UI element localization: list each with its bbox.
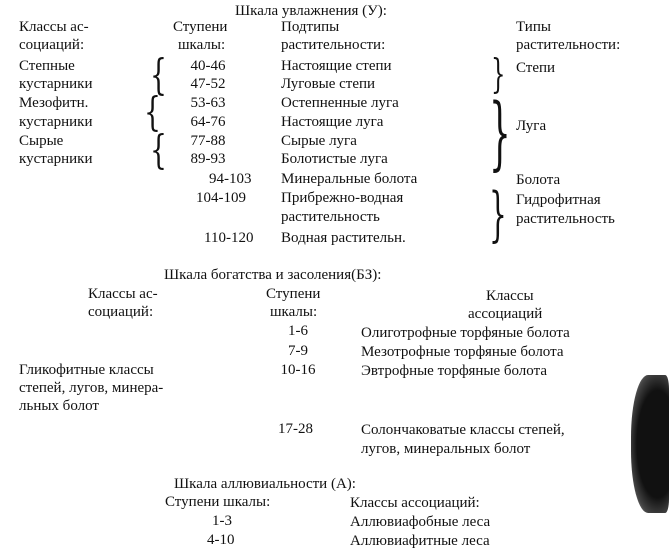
glycophytic-classes-line3: льных болот xyxy=(19,398,99,414)
left-brace-steppe: { xyxy=(150,50,167,100)
humidity-step-row-1: 40-46 xyxy=(190,58,226,74)
assoc-class-steppe-2: кустарники xyxy=(19,76,93,92)
alluvial-class-row-2: Аллювиафитные леса xyxy=(350,533,490,549)
humidity-step-row-4: 64-76 xyxy=(190,114,226,130)
assoc-class-meso-2: кустарники xyxy=(19,114,93,130)
alluvial-steps-header: Ступени шкалы: xyxy=(165,494,271,510)
subtype-row-8: Прибрежно-водная xyxy=(281,190,404,206)
right-brace-meadows: } xyxy=(489,85,511,180)
type-steppes: Степи xyxy=(516,60,556,76)
richness-class-row-3: Эвтрофные торфяные болота xyxy=(361,363,547,379)
humidity-step-row-10: 110-120 xyxy=(204,230,254,246)
richness-class-row-2: Мезотрофные торфяные болота xyxy=(361,344,564,360)
left-brace-wet: { xyxy=(150,126,167,174)
humidity-types-header-line1: Типы xyxy=(516,19,551,35)
richness-assoc-header-line2: социаций: xyxy=(88,304,154,320)
richness-title: Шкала богатства и засоления(БЗ): xyxy=(164,267,382,283)
alluvial-title: Шкала аллювиальности (А): xyxy=(174,476,356,492)
saline-classes-line1: Солончаковатые классы степей, xyxy=(361,422,565,438)
saline-classes-line2: лугов, минеральных болот xyxy=(361,441,531,457)
scan-ink-blot xyxy=(631,375,669,513)
subtype-row-1: Настоящие степи xyxy=(281,58,392,74)
type-meadows: Луга xyxy=(516,118,547,134)
glycophytic-classes-line1: Гликофитные классы xyxy=(19,362,154,378)
subtype-row-7: Минеральные болота xyxy=(281,171,418,187)
humidity-steps-header-line2: шкалы: xyxy=(178,37,226,53)
richness-step-row-1: 1-6 xyxy=(288,323,308,339)
humidity-step-row-3: 53-63 xyxy=(190,95,226,111)
subtype-row-10: Водная растительн. xyxy=(281,230,406,246)
humidity-assoc-header-line2: социаций: xyxy=(19,37,85,53)
alluvial-step-row-2: 4-10 xyxy=(207,532,235,548)
subtype-row-6: Болотистые луга xyxy=(281,151,388,167)
left-brace-meso: { xyxy=(144,88,161,136)
richness-step-row-3: 10-16 xyxy=(280,362,316,378)
richness-classes-header-line1: Классы xyxy=(486,288,534,304)
humidity-step-row-7: 94-103 xyxy=(209,171,252,187)
humidity-step-row-5: 77-88 xyxy=(190,133,226,149)
humidity-types-header-line2: растительности: xyxy=(516,37,621,53)
subtype-row-5: Сырые луга xyxy=(281,133,357,149)
assoc-class-meso-1: Мезофитн. xyxy=(19,95,89,111)
humidity-step-row-8: 104-109 xyxy=(196,190,246,206)
type-hydrophytic-line1: Гидрофитная xyxy=(516,192,601,208)
subtype-row-2: Луговые степи xyxy=(281,76,376,92)
humidity-title: Шкала увлажнения (У): xyxy=(235,3,387,19)
subtype-row-4: Настоящие луга xyxy=(281,114,384,130)
right-brace-steppe: } xyxy=(491,50,506,98)
richness-step-row-2: 7-9 xyxy=(288,343,308,359)
alluvial-class-row-1: Аллювиафобные леса xyxy=(350,514,491,530)
richness-steps-header-line1: Ступени xyxy=(266,286,321,302)
richness-classes-header-line2: ассоциаций xyxy=(468,306,543,322)
subtype-row-9: растительность xyxy=(281,209,380,225)
humidity-step-row-6: 89-93 xyxy=(190,151,226,167)
humidity-subtypes-header-line1: Подтипы xyxy=(281,19,340,35)
humidity-subtypes-header-line2: растительности: xyxy=(281,37,386,53)
type-bogs: Болота xyxy=(516,172,561,188)
subtype-row-3: Остепненные луга xyxy=(281,95,399,111)
richness-steps-header-line2: шкалы: xyxy=(270,304,318,320)
alluvial-step-row-1: 1-3 xyxy=(212,513,232,529)
alluvial-assoc-header: Классы ассоциаций: xyxy=(350,495,480,511)
assoc-class-steppe-1: Степные xyxy=(19,58,75,74)
richness-assoc-header-line1: Классы ас- xyxy=(88,286,158,302)
humidity-step-row-2: 47-52 xyxy=(190,76,226,92)
assoc-class-wet-1: Сырые xyxy=(19,133,64,149)
type-hydrophytic-line2: растительность xyxy=(516,211,615,227)
humidity-assoc-header-line1: Классы ас- xyxy=(19,19,89,35)
richness-step-row-4: 17-28 xyxy=(278,421,313,437)
right-brace-hydrophytic: } xyxy=(489,180,507,249)
glycophytic-classes-line2: степей, лугов, минера- xyxy=(19,380,164,396)
assoc-class-wet-2: кустарники xyxy=(19,151,93,167)
humidity-steps-header-line1: Ступени xyxy=(173,19,228,35)
richness-class-row-1: Олиготрофные торфяные болота xyxy=(361,325,570,341)
